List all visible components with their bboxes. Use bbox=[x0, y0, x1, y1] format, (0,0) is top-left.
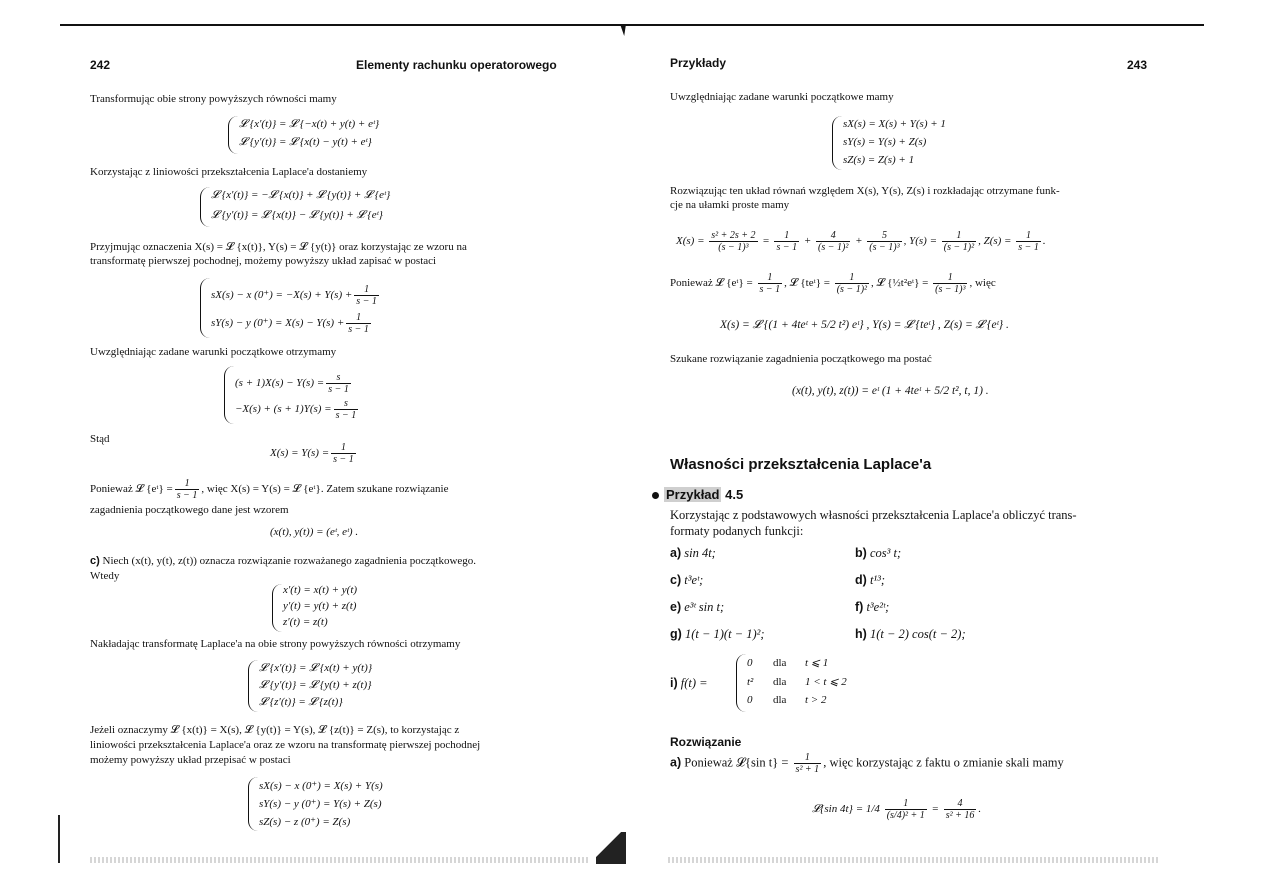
paragraph: możemy powyższy układ przepisać w postaci bbox=[90, 754, 291, 766]
example-word: Przykład bbox=[666, 487, 720, 502]
denominator: s² + 1 bbox=[795, 764, 820, 775]
equation: x′(t) = x(t) + y(t) bbox=[283, 584, 358, 596]
list-item bbox=[855, 627, 966, 641]
item-label: a) bbox=[670, 755, 682, 770]
paragraph: liniowości przekształcenia Laplace'a oraz ze wzoru na transformatę pierwszej pochodnej bbox=[90, 739, 481, 751]
numerator: 1 bbox=[331, 442, 356, 454]
equation: 𝓛 {y′(t)} = 𝓛 {y(t) + z(t)} bbox=[259, 679, 372, 691]
fraction bbox=[354, 284, 379, 307]
denominator: s − 1 bbox=[333, 454, 354, 465]
item-label: b) bbox=[855, 546, 867, 560]
numerator: 1 bbox=[942, 230, 976, 242]
item-expression: t³eᵗ; bbox=[684, 573, 704, 587]
numerator: 4 bbox=[944, 798, 977, 810]
fraction bbox=[331, 442, 356, 465]
paragraph bbox=[670, 272, 996, 295]
equation-text: X(s) = bbox=[676, 235, 705, 248]
equation-system bbox=[224, 366, 455, 424]
text: Ponieważ 𝓛{sin t} = bbox=[684, 755, 789, 770]
denominator: s − 1 bbox=[176, 490, 198, 501]
equation-text: (s + 1)X(s) − Y(s) = bbox=[235, 377, 325, 390]
paragraph: Przyjmując oznaczenia X(s) = 𝓛 {x(t)}, Y(s) = 𝓛 {y(t)} oraz korzystając ze wzoru na bbox=[90, 241, 467, 253]
page-number-left: 242 bbox=[90, 58, 111, 72]
numerator: s² + 2s + 2 bbox=[711, 230, 756, 241]
equation-system bbox=[200, 278, 471, 338]
fraction bbox=[175, 478, 200, 501]
gutter-shadow bbox=[596, 832, 626, 864]
example-number: 4.5 bbox=[725, 487, 744, 502]
running-head-right: Przykłady bbox=[670, 56, 727, 70]
paragraph: cje na ułamki proste mamy bbox=[670, 199, 790, 211]
paragraph bbox=[90, 478, 448, 501]
equation: 𝓛 {x′(t)} = −𝓛 {x(t)} + 𝓛 {y(t)} + 𝓛 {eᵗ} bbox=[211, 189, 391, 201]
equation-text: X(s) = Y(s) = bbox=[270, 447, 330, 460]
item-label: c) bbox=[90, 555, 100, 567]
fraction bbox=[709, 230, 757, 253]
paragraph bbox=[670, 752, 1064, 775]
item-expression: cos³ t; bbox=[869, 546, 902, 560]
item-label: d) bbox=[855, 573, 867, 587]
piece-value: t² bbox=[747, 676, 754, 688]
fraction bbox=[774, 230, 799, 253]
denominator: (s − 1)² bbox=[818, 242, 849, 253]
equation: sZ(s) − z (0⁺) = Z(s) bbox=[259, 816, 351, 828]
paragraph: Nakładając transformatę Laplace'a na obie strony powyższych równości otrzymamy bbox=[90, 638, 461, 650]
list-item bbox=[855, 573, 885, 587]
equation-text: , Y(s) = bbox=[903, 235, 938, 248]
text: , więc X(s) = Y(s) = 𝓛 {eᵗ}. Zatem szukane rozwiązanie bbox=[201, 483, 449, 496]
piece-word: dla bbox=[773, 676, 787, 688]
fraction bbox=[867, 230, 901, 253]
paragraph: Rozwiązując ten układ równań względem X(s), Y(s), Z(s) i rozkładając otrzymane funk- bbox=[670, 185, 1060, 197]
running-head-left: Elementy rachunku operatorowego bbox=[356, 58, 557, 72]
denominator: s − 1 bbox=[348, 324, 369, 335]
paragraph: Jeżeli oznaczymy 𝓛 {x(t)} = X(s), 𝓛 {y(t)} = Y(s), 𝓛 {z(t)} = Z(s), to korzystając z bbox=[90, 724, 460, 736]
page-number-right: 243 bbox=[1127, 58, 1148, 72]
scan-noise-left bbox=[90, 857, 590, 863]
denominator: s − 1 bbox=[776, 242, 798, 253]
example-heading bbox=[652, 487, 743, 502]
equation: 𝓛 {x′(t)} = 𝓛 {−x(t) + y(t) + eᵗ} bbox=[239, 118, 380, 130]
paragraph: Wtedy bbox=[90, 570, 120, 582]
text: Ponieważ 𝓛 {eᵗ} = bbox=[90, 483, 173, 496]
fraction bbox=[942, 230, 976, 253]
equation: z′(t) = z(t) bbox=[283, 616, 328, 628]
numerator: 1 bbox=[774, 230, 799, 242]
equation: (x(t), y(t), z(t)) = eᵗ (1 + 4teᵗ + 5/2 t², t, 1) . bbox=[792, 385, 989, 397]
text: Niech (x(t), y(t), z(t)) oznacza rozwiązanie rozważanego zagadnienia początkowego. bbox=[102, 555, 477, 567]
equation-text: −X(s) + (s + 1)Y(s) = bbox=[235, 403, 332, 416]
equation: 𝓛 {z′(t)} = 𝓛 {z(t)} bbox=[259, 696, 343, 708]
fraction bbox=[885, 798, 927, 821]
paragraph: Stąd bbox=[90, 433, 110, 445]
numerator: 1 bbox=[758, 272, 783, 284]
piecewise-definition bbox=[736, 654, 877, 712]
fraction bbox=[326, 372, 351, 395]
item-label: c) bbox=[670, 573, 682, 587]
bullet-icon bbox=[652, 492, 659, 499]
top-rule bbox=[60, 24, 1204, 26]
equation-system bbox=[248, 777, 439, 831]
list-item bbox=[855, 546, 901, 560]
list-item bbox=[670, 546, 716, 560]
denominator: s − 1 bbox=[328, 384, 349, 395]
item-label: h) bbox=[855, 627, 867, 641]
equation: X(s) = 𝓛 {(1 + 4teᵗ + 5/2 t²) eᵗ} , Y(s) = 𝓛 {teᵗ} , Z(s) = 𝓛 {eᵗ} . bbox=[720, 319, 1009, 331]
text: , więc bbox=[969, 277, 996, 290]
fraction bbox=[816, 230, 850, 253]
item-expression: 1(t − 1)(t − 1)²; bbox=[684, 627, 765, 641]
paragraph: Korzystając z liniowości przekształcenia Laplace'a dostaniemy bbox=[90, 166, 368, 178]
paragraph: Uwzględniając zadane warunki początkowe otrzymamy bbox=[90, 346, 337, 358]
numerator: 1 bbox=[794, 752, 822, 764]
left-margin-mark bbox=[58, 815, 60, 863]
item-expression: 1(t − 2) cos(t − 2); bbox=[869, 627, 966, 641]
paragraph: Transformując obie strony powyższych równości mamy bbox=[90, 93, 337, 105]
equation-system bbox=[228, 116, 449, 154]
fold-mark bbox=[620, 24, 626, 36]
item-label: i) bbox=[670, 676, 678, 690]
equation bbox=[270, 442, 358, 465]
piece-row bbox=[747, 694, 826, 706]
numerator: 1 bbox=[175, 478, 200, 490]
equation bbox=[235, 372, 353, 395]
denominator: s − 1 bbox=[759, 284, 781, 295]
equation-text: sY(s) − y (0⁺) = X(s) − Y(s) + bbox=[211, 317, 345, 330]
denominator: s − 1 bbox=[1018, 242, 1039, 253]
paragraph: transformatę pierwszej pochodnej, możemy powyższy układ zapisać w postaci bbox=[90, 255, 437, 267]
equation: 𝓛{sin 4t} = 1/4 $\frac{1}{\text{(s/4)² + 1}}$ = $\frac{4}{\text{s² + 16}}$ . bbox=[812, 798, 982, 821]
equation: sX(s) − x (0⁺) = X(s) + Y(s) bbox=[259, 780, 383, 792]
piece-condition: t ⩽ 1 bbox=[805, 657, 829, 669]
numerator: 1 bbox=[1016, 230, 1041, 242]
text: , więc korzystając z faktu o zmianie skali mamy bbox=[823, 755, 1064, 770]
denominator: s² + 16 bbox=[945, 810, 975, 821]
piece-value: 0 bbox=[747, 694, 753, 706]
equation: X(s) = $\frac{\text{s² + 2s + 2}}{\text{(s − 1)³}}$ = $\frac{1}{s - 1}$ + $\frac{4}{\text{(s − 1)²}}$ + $\frac{5}{\text{(s − 1)³}}$ , Y(s) = $\frac{1}{\text{(s − 1)²}}$ , Z(s) = $\frac{1}{s - 1}$ . bbox=[676, 230, 1046, 253]
equation: sX(s) = X(s) + Y(s) + 1 bbox=[843, 118, 946, 130]
numerator: s bbox=[326, 372, 351, 384]
numerator: 1 bbox=[835, 272, 869, 284]
paragraph: formaty podanych funkcji: bbox=[670, 524, 804, 538]
equation: sZ(s) = Z(s) + 1 bbox=[843, 154, 915, 166]
equation-text: , Z(s) = bbox=[978, 235, 1012, 248]
equation-system bbox=[272, 584, 413, 632]
equation-text: sX(s) − x (0⁺) = −X(s) + Y(s) + bbox=[211, 289, 353, 302]
item-expression: t¹³; bbox=[869, 573, 886, 587]
text: Ponieważ 𝓛 {eᵗ} = bbox=[670, 277, 753, 290]
equation bbox=[211, 312, 373, 335]
equation-text: 𝓛{sin 4t} = bbox=[812, 803, 864, 816]
equation: sY(s) = Y(s) + Z(s) bbox=[843, 136, 927, 148]
piece-word: dla bbox=[773, 694, 787, 706]
numerator: 5 bbox=[867, 230, 901, 242]
equation: 𝓛 {x′(t)} = 𝓛 {x(t) + y(t)} bbox=[259, 662, 373, 674]
item-label: e) bbox=[670, 600, 682, 614]
equation: 𝓛 {y′(t)} = 𝓛 {x(t) − y(t) + eᵗ} bbox=[239, 136, 372, 148]
fraction bbox=[758, 272, 783, 295]
paragraph bbox=[90, 554, 476, 568]
piece-row bbox=[747, 675, 847, 688]
numerator: 1 bbox=[933, 272, 967, 284]
denominator: (s − 1)³ bbox=[718, 242, 749, 253]
text: , 𝓛 {teᵗ} = bbox=[784, 277, 830, 290]
equation-system bbox=[248, 660, 429, 712]
paragraph: Szukane rozwiązanie zagadnienia początkowego ma postać bbox=[670, 353, 932, 365]
numerator: 1 bbox=[354, 284, 379, 296]
item-label: g) bbox=[670, 627, 682, 641]
list-item bbox=[670, 627, 765, 641]
equation bbox=[211, 284, 381, 307]
paragraph: zagadnienia początkowego dane jest wzorem bbox=[90, 504, 289, 516]
fraction bbox=[1016, 230, 1041, 253]
denominator: s − 1 bbox=[335, 410, 357, 421]
numerator: 1 bbox=[885, 798, 927, 810]
solution-heading: Rozwiązanie bbox=[670, 735, 742, 749]
section-title: Własności przekształcenia Laplace'a bbox=[670, 456, 932, 473]
piece-row bbox=[747, 656, 828, 669]
paragraph: Uwzględniając zadane warunki początkowe mamy bbox=[670, 91, 894, 103]
numerator: s bbox=[334, 398, 359, 410]
piece-word: dla bbox=[773, 657, 787, 669]
denominator: (s/4)² + 1 bbox=[886, 810, 925, 821]
denominator: (s − 1)² bbox=[943, 242, 975, 253]
fraction bbox=[346, 312, 371, 335]
list-item bbox=[670, 600, 724, 614]
equation: (x(t), y(t)) = (eᵗ, eᵗ) . bbox=[270, 526, 359, 538]
item-expression: f(t) = bbox=[680, 676, 708, 690]
list-item bbox=[855, 600, 889, 614]
denominator: (s − 1)³ bbox=[935, 284, 966, 295]
equation-system bbox=[200, 187, 471, 227]
numerator: 4 bbox=[816, 230, 850, 242]
fraction bbox=[334, 398, 359, 421]
piece-value: 0 bbox=[747, 657, 753, 669]
denominator: (s − 1)² bbox=[836, 284, 868, 295]
fraction bbox=[944, 798, 977, 821]
denominator: s − 1 bbox=[356, 296, 377, 307]
item-expression: t³e²ᵗ; bbox=[866, 600, 890, 614]
equation: 𝓛 {y′(t)} = 𝓛 {x(t)} − 𝓛 {y(t)} + 𝓛 {eᵗ} bbox=[211, 209, 383, 221]
text: , 𝓛 {½t²eᵗ} = bbox=[871, 277, 929, 290]
piece-condition: 1 < t ⩽ 2 bbox=[805, 676, 847, 688]
equation-system bbox=[832, 116, 1003, 170]
denominator: (s − 1)³ bbox=[869, 242, 900, 253]
coefficient: 1/4 bbox=[865, 803, 880, 816]
fraction bbox=[933, 272, 967, 295]
list-item bbox=[670, 676, 708, 690]
equation: y′(t) = y(t) + z(t) bbox=[283, 600, 357, 612]
scan-noise-right bbox=[668, 857, 1158, 863]
item-expression: sin 4t; bbox=[684, 546, 716, 560]
piece-condition: t > 2 bbox=[805, 694, 827, 706]
paragraph: Korzystając z podstawowych własności przekształcenia Laplace'a obliczyć trans- bbox=[670, 508, 1077, 522]
equation: sY(s) − y (0⁺) = Y(s) + Z(s) bbox=[259, 798, 382, 810]
fraction bbox=[835, 272, 869, 295]
list-item bbox=[670, 573, 703, 587]
item-expression: e³ᵗ sin t; bbox=[684, 600, 725, 614]
equation bbox=[235, 398, 360, 421]
item-label: a) bbox=[670, 546, 682, 560]
fraction bbox=[794, 752, 822, 775]
item-label: f) bbox=[855, 600, 864, 614]
numerator: 1 bbox=[346, 312, 371, 324]
